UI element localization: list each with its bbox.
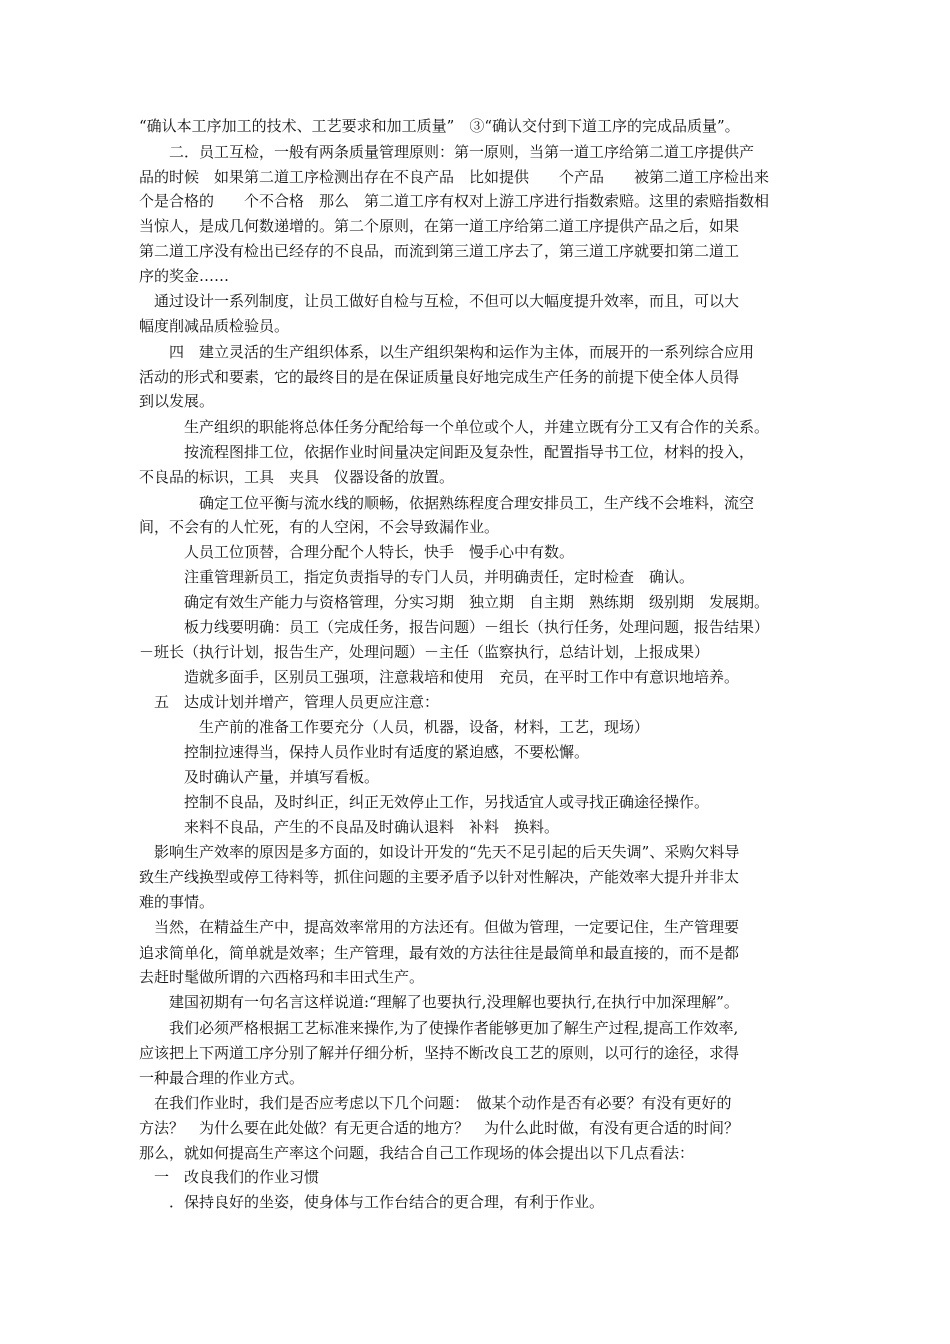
text-line: 一 改良我们的作业习惯 xyxy=(139,1168,320,1186)
text-line: 通过设计一系列制度，让员工做好自检与互检，不但可以大幅度提升效率，而且，可以大 xyxy=(139,292,740,310)
text-line: 我们必须严格根据工艺标准来操作,为了使操作者能够更加了解生产过程,提高工作效率, xyxy=(139,1019,739,1037)
text-line: 在我们作业时，我们是否应考虑以下几个问题： 做某个动作是否有必要？有没有更好的 xyxy=(139,1094,732,1112)
text-line: 五 达成计划并增产，管理人员更应注意： xyxy=(139,693,440,711)
text-line: 及时确认产量，并填写看板。 xyxy=(139,768,380,786)
text-line: 间，不会有的人忙死，有的人空闲，不会导致漏作业。 xyxy=(139,518,500,536)
text-line: 板力线要明确：员工（完成任务，报告问题）－组长（执行任务，处理问题，报告结果） xyxy=(139,618,770,636)
text-line: 控制不良品，及时纠正，纠正无效停止工作，另找适宜人或寻找正确途径操作。 xyxy=(139,793,710,811)
text-line: 序的奖金…… xyxy=(139,267,230,285)
text-line: 追求简单化，简单就是效率；生产管理，最有效的方法往往是最简单和最直接的，而不是都 xyxy=(139,944,740,962)
text-line: 品的时候 如果第二道工序检测出存在不良产品 比如提供 个产品 被第二道工序检出来 xyxy=(139,168,770,186)
text-line: 注重管理新员工，指定负责指导的专门人员，并明确责任，定时检查 确认。 xyxy=(139,568,695,586)
text-line: 那么，就如何提高生产率这个问题，我结合自己工作现场的体会提出以下几点看法： xyxy=(139,1144,695,1162)
text-line: 确定工位平衡与流水线的顺畅，依据熟练程度合理安排员工，生产线不会堆料，流空 xyxy=(139,494,755,512)
text-line: 来料不良品，产生的不良品及时确认退料 补料 换料。 xyxy=(139,818,560,836)
text-line: 按流程图排工位，依据作业时间量决定间距及复杂性，配置指导书工位，材料的投入， xyxy=(139,443,755,461)
text-line: 方法？ 为什么要在此处做？有无更合适的地方？ 为什么此时做，有没有更合适的时间？ xyxy=(139,1119,740,1137)
text-line: 人员工位顶替，合理分配个人特长，快手 慢手心中有数。 xyxy=(139,543,575,561)
text-line: 难的事情。 xyxy=(139,893,215,911)
text-line: ．保持良好的坐姿，使身体与工作台结合的更合理，有利于作业。 xyxy=(139,1193,605,1211)
text-line: 生产前的准备工作要充分（人员，机器，设备，材料，工艺，现场） xyxy=(139,718,650,736)
text-line: 建国初期有一句名言这样说道:“理解了也要执行,没理解也要执行,在执行中加深理解”。 xyxy=(139,993,739,1011)
text-line: 致生产线换型或停工待料等，抓住问题的主要矛盾予以针对性解决，产能效率大提升并非太 xyxy=(139,868,740,886)
text-line: －班长（执行计划，报告生产，处理问题）－主任（监察执行，总结计划，上报成果） xyxy=(139,643,710,661)
text-line: 四 建立灵活的生产组织体系，以生产组织架构和运作为主体，而展开的一系列综合应用 xyxy=(139,343,755,361)
text-line: 到以发展。 xyxy=(139,392,215,410)
text-line: “确认本工序加工的技术、工艺要求和加工质量” ③“确认交付到下道工序的完成品质量”。 xyxy=(139,117,740,135)
text-line: 个是合格的 个不合格 那么 第二道工序有权对上游工序进行指数索赔。这里的索赔指数相 xyxy=(139,192,770,210)
text-line: 去赶时髦做所谓的六西格玛和丰田式生产。 xyxy=(139,968,425,986)
text-line: 生产组织的职能将总体任务分配给每一个单位或个人，并建立既有分工又有合作的关系。 xyxy=(139,418,770,436)
text-line: 不良品的标识，工具 夹具 仪器设备的放置。 xyxy=(139,468,455,486)
text-line: 二．员工互检，一般有两条质量管理原则：第一原则，当第一道工序给第二道工序提供产 xyxy=(139,143,755,161)
text-line: 一种最合理的作业方式。 xyxy=(139,1069,305,1087)
text-line: 造就多面手，区别员工强项，注意栽培和使用 充员，在平时工作中有意识地培养。 xyxy=(139,668,740,686)
text-line: 影响生产效率的原因是多方面的，如设计开发的“先天不足引起的后天失调”、采购欠料导 xyxy=(139,843,740,861)
text-line: 应该把上下两道工序分别了解并仔细分析，坚持不断改良工艺的原则，以可行的途径，求得 xyxy=(139,1044,740,1062)
text-line: 当惊人，是成几何数递增的。第二个原则，在第一道工序给第二道工序提供产品之后，如果 xyxy=(139,217,740,235)
text-line: 控制拉速得当，保持人员作业时有适度的紧迫感，不要松懈。 xyxy=(139,743,590,761)
text-line: 活动的形式和要素，它的最终目的是在保证质量良好地完成生产任务的前提下使全体人员得 xyxy=(139,368,740,386)
text-line: 幅度削减品质检验员。 xyxy=(139,317,290,335)
text-line: 当然，在精益生产中，提高效率常用的方法还有。但做为管理，一定要记住，生产管理要 xyxy=(139,918,740,936)
text-line: 确定有效生产能力与资格管理，分实习期 独立期 自主期 熟练期 级别期 发展期。 xyxy=(139,593,770,611)
text-line: 第二道工序没有检出已经存的不良品，而流到第三道工序去了，第三道工序就要扣第二道工 xyxy=(139,242,740,260)
